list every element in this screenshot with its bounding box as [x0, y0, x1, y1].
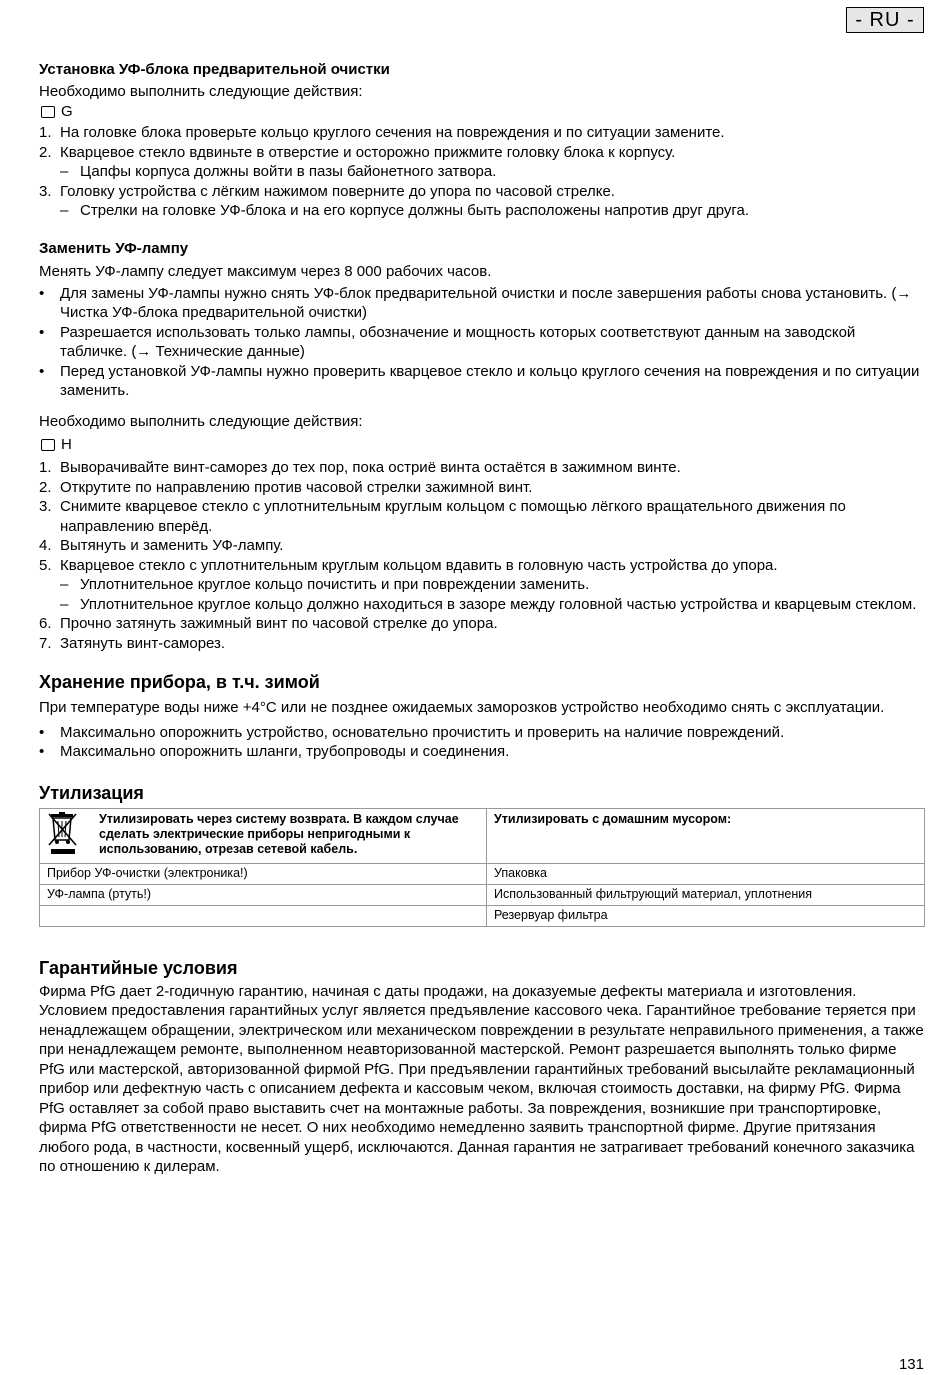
- sub-step-text: Цапфы корпуса должны войти в пазы байонетного затвора.: [80, 163, 497, 180]
- section-disposal: [39, 782, 925, 927]
- intro-text: Менять УФ-лампу следует максимум через 8 000 рабочих часов.: [39, 263, 492, 280]
- sub-step-item: [39, 575, 925, 595]
- table-cell-left: Прибор УФ-очистки (электроника!): [40, 863, 487, 884]
- step-item: [39, 614, 925, 634]
- bullet-item: [39, 284, 925, 323]
- steps-list: [39, 123, 925, 221]
- bullet-item: [39, 323, 925, 362]
- table-header-cell-left: [40, 808, 487, 863]
- bullet-list: [39, 723, 925, 762]
- bullet-text: Разрешается использовать только лампы, обозначение и мощность которых соответствуют данным на заводской табличке. (→ Технические данные): [60, 323, 856, 360]
- page-number: 131: [898, 1356, 924, 1373]
- sub-step-item: [39, 162, 925, 182]
- bullet-text: Максимально опорожнить устройство, основательно прочистить и проверить на наличие повреждений.: [60, 723, 785, 741]
- bullet-text: Максимально опорожнить шланги, трубопроводы и соединения.: [60, 743, 510, 760]
- section-title: Гарантийные условия: [39, 957, 238, 978]
- step-number: 2.: [39, 143, 52, 161]
- figure-letter: H: [61, 436, 72, 454]
- bullet-text: Перед установкой УФ-лампы нужно проверить кварцевое стекло и кольцо круглого сечения на повреждения и по ситуации заменить.: [60, 362, 920, 399]
- step-number: 5.: [39, 556, 52, 574]
- crossed-out-bin-icon: [47, 812, 99, 860]
- step-text: Прочно затянуть зажимный винт по часовой стрелке до упора.: [60, 615, 498, 632]
- step-item: [39, 556, 925, 576]
- section-title: Хранение прибора, в т.ч. зимой: [39, 672, 320, 692]
- step-item: [39, 497, 925, 536]
- section-uv-lamp: [39, 239, 925, 654]
- step-number: 3.: [39, 182, 52, 200]
- bullet-item: [39, 742, 925, 762]
- sub-step-text: Уплотнительное круглое кольцо почистить и при повреждении заменить.: [80, 576, 590, 593]
- step-text: Затянуть винт-саморез.: [60, 634, 226, 652]
- dash-marker: –: [60, 595, 69, 613]
- table-row: [40, 884, 925, 905]
- intro-text: Необходимо выполнить следующие действия:: [39, 82, 363, 100]
- steps-list: [39, 458, 925, 653]
- disposal-table: [39, 808, 925, 927]
- step-item: [39, 634, 925, 654]
- figure-reference: [39, 434, 925, 456]
- bullet-marker: •: [39, 723, 45, 741]
- section-title: Установка УФ-блока предварительной очистки: [39, 61, 390, 78]
- warranty-text: Фирма PfG дает 2-годичную гарантию, начиная с даты продажи, на доказуемые дефекты материала и изготовления. Условием предоставления гарантийных услуг является предъявление кассового чека. Гарантийное требование теряется при ненадлежащем обращении, электрическом или механическом повреждении в результате неправильного применения, а также при ненадлежащем ремонте, выполненном неавторизованной мастерской. Ремонт разрешается выполнять только фирме PfG или мастерской, авторизованной фирмой PfG. При предъявлении гарантийных требований высылайте рекламационный прибор или дефектную часть с описанием дефекта и кассовым чеком, включая стоимость доставки, на фирму PfG. Фирма PfG оставляет за собой право выставить счет на монтажные работы. За повреждения, возникшие при транспортировке, фирма PfG ответственности не несет. О них необходимо немедленно заявить транспортной фирме. Другие притязания любого рода, в частности, косвенный ущерб, исключаются. Данная гарантия не затрагивает требований конечного заказчика по отношению к дилерам.: [39, 982, 924, 1175]
- step-number: 3.: [39, 498, 52, 515]
- table-header-left-text: Утилизировать через систему возврата. В каждом случае сделать электрические приборы непригодными к использованию, отрезав сетевой кабель.: [99, 811, 459, 856]
- step-text: Головку устройства с лёгким нажимом поверните до упора по часовой стрелке.: [60, 182, 615, 200]
- language-badge: - RU -: [846, 7, 924, 33]
- figure-box-icon: [41, 439, 55, 451]
- bullet-marker: •: [39, 284, 45, 302]
- table-cell-right: Упаковка: [487, 863, 925, 884]
- dash-marker: –: [60, 202, 69, 219]
- step-item: [39, 182, 925, 202]
- sub-step-text: Стрелки на головке УФ-блока и на его корпусе должны быть расположены напротив друг друга.: [80, 202, 750, 219]
- table-header-row: [40, 808, 925, 863]
- figure-letter: G: [61, 103, 73, 121]
- step-item: [39, 458, 925, 478]
- table-cell-right: Использованный фильтрующий материал, уплотнения: [487, 884, 925, 905]
- table-cell-left: [40, 905, 487, 926]
- step-number: 4.: [39, 537, 52, 554]
- table-cell-right: Резервуар фильтра: [487, 905, 925, 926]
- table-cell-left: УФ-лампа (ртуть!): [40, 884, 487, 905]
- step-number: 1.: [39, 124, 52, 141]
- storage-text: При температуре воды ниже +4°C или не позднее ожидаемых заморозков устройство необходимо снять с эксплуатации.: [39, 699, 885, 716]
- step-item: [39, 478, 925, 498]
- table-header-cell-right: Утилизировать с домашним мусором:: [487, 808, 925, 863]
- page-content: [39, 60, 925, 1177]
- step-text: Кварцевое стекло с уплотнительным круглым кольцом вдавить в головную часть устройства до упора.: [60, 556, 778, 574]
- table-row: [40, 863, 925, 884]
- dash-marker: –: [60, 576, 69, 593]
- step-number: 1.: [39, 459, 52, 476]
- table-row: [40, 905, 925, 926]
- section-warranty: [39, 957, 925, 1177]
- bullet-marker: •: [39, 323, 45, 341]
- figure-reference: [39, 101, 925, 123]
- bullet-text: Для замены УФ-лампы нужно снять УФ-блок предварительной очистки и после завершения работы снова установить. (→ Чистка УФ-блока предварительной очистки): [60, 284, 912, 321]
- bullet-item: [39, 362, 925, 401]
- step-text: Выворачивайте винт-саморез до тех пор, пока остриё винта остаётся в зажимном винте.: [60, 459, 681, 476]
- sub-step-item: [39, 201, 925, 221]
- dash-marker: –: [60, 163, 69, 180]
- figure-box-icon: [41, 106, 55, 118]
- step-text: На головке блока проверьте кольцо круглого сечения на повреждения и по ситуации замените.: [60, 124, 725, 141]
- intro-text-2: Необходимо выполнить следующие действия:: [39, 412, 363, 430]
- section-title: Утилизация: [39, 782, 144, 803]
- section-storage: [39, 671, 925, 762]
- step-item: [39, 536, 925, 556]
- step-item: [39, 143, 925, 163]
- step-text: Снимите кварцевое стекло с уплотнительным круглым кольцом с помощью лёгкого вращательного движения по направлению вперёд.: [60, 498, 846, 535]
- step-text: Открутите по направлению против часовой стрелки зажимной винт.: [60, 478, 533, 496]
- sub-step-text: Уплотнительное круглое кольцо должно находиться в зазоре между головной частью устройства и кварцевым стеклом.: [80, 595, 917, 613]
- step-text: Вытянуть и заменить УФ-лампу.: [60, 537, 284, 554]
- section-uv-install: [39, 60, 925, 221]
- bullet-marker: •: [39, 743, 45, 760]
- step-item: [39, 123, 925, 143]
- bullet-marker: •: [39, 362, 45, 380]
- step-text: Кварцевое стекло вдвиньте в отверстие и осторожно прижмите головку блока к корпусу.: [60, 143, 676, 161]
- step-number: 7.: [39, 634, 52, 652]
- step-number: 2.: [39, 478, 52, 496]
- bullet-list: [39, 284, 925, 401]
- section-title: Заменить УФ-лампу: [39, 239, 189, 257]
- sub-step-item: [39, 595, 925, 615]
- step-number: 6.: [39, 615, 52, 632]
- bullet-item: [39, 723, 925, 743]
